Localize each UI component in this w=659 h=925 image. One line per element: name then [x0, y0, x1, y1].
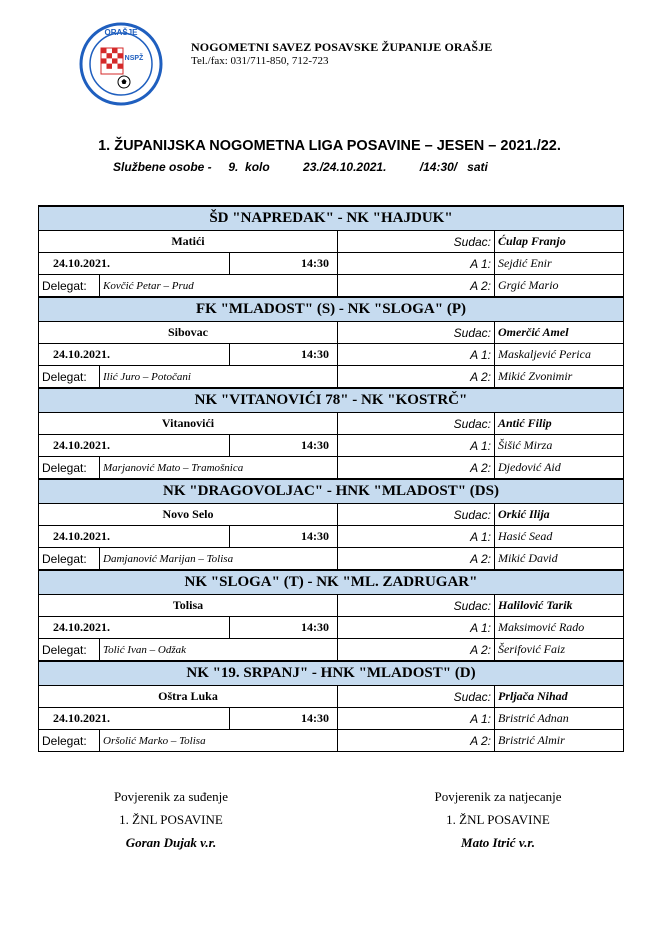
match-teams: NK "19. SRPANJ" - HNK "MLADOST" (D)	[39, 661, 624, 686]
assistant2-label: A 2:	[338, 366, 495, 389]
assistant2-name: Djedović Aid	[495, 457, 624, 480]
assistant1-label: A 1:	[338, 435, 495, 457]
venue-row	[39, 504, 624, 526]
match-date: 24.10.2021.	[39, 708, 230, 730]
contact-info: Tel./fax: 031/711-850, 712-723	[191, 55, 329, 67]
referee-name: Halilović Tarik	[495, 595, 624, 617]
match-date: 24.10.2021.	[39, 344, 230, 366]
match-venue: Sibovac	[39, 322, 338, 344]
match-date: 24.10.2021.	[39, 526, 230, 548]
association-logo	[79, 22, 163, 106]
match-time: 14:30	[230, 253, 338, 275]
delegate-name: Ilić Juro – Potočani	[100, 366, 338, 389]
match-time: 14:30	[230, 435, 338, 457]
assistant2-label: A 2:	[338, 275, 495, 298]
signature-right-name: Mato Itrić v.r.	[461, 835, 535, 850]
match-header-row	[39, 570, 624, 595]
signature-left	[51, 785, 291, 854]
match-time: 14:30	[230, 617, 338, 639]
venue-row	[39, 413, 624, 435]
date-row	[39, 617, 624, 639]
match-teams: NK "DRAGOVOLJAC" - HNK "MLADOST" (DS)	[39, 479, 624, 504]
delegate-row	[39, 548, 624, 571]
signature-left-body: 1. ŽNL POSAVINE	[119, 812, 223, 827]
assistant1-name: Bristrić Adnan	[495, 708, 624, 730]
referee-label: Sudac:	[338, 504, 495, 526]
assistant2-name: Bristrić Almir	[495, 730, 624, 752]
date-row	[39, 435, 624, 457]
match-date: 24.10.2021.	[39, 617, 230, 639]
logo-letters: NSPŽ	[124, 55, 144, 62]
signature-right	[378, 785, 618, 854]
assistant1-label: A 1:	[338, 526, 495, 548]
officials-schedule-table	[38, 205, 624, 752]
assistant1-label: A 1:	[338, 617, 495, 639]
match-time: 14:30	[230, 526, 338, 548]
delegate-label: Delegat:	[39, 457, 100, 480]
assistant2-name: Mikić David	[495, 548, 624, 571]
signature-right-body: 1. ŽNL POSAVINE	[446, 812, 550, 827]
round-subtitle: Službene osobe - 9. kolo 23./24.10.2021. /14:30/ sati	[113, 160, 488, 174]
delegate-row	[39, 366, 624, 389]
assistant1-name: Hasić Sead	[495, 526, 624, 548]
date-row	[39, 708, 624, 730]
referee-name: Prljača Nihad	[495, 686, 624, 708]
assistant1-label: A 1:	[338, 344, 495, 366]
date-row	[39, 253, 624, 275]
referee-name: Antić Filip	[495, 413, 624, 435]
referee-name: Ćulap Franjo	[495, 231, 624, 253]
checkerboard-shield-icon	[101, 48, 123, 74]
signature-right-role: Povjerenik za natjecanje	[434, 789, 562, 804]
venue-row	[39, 322, 624, 344]
match-venue: Tolisa	[39, 595, 338, 617]
match-venue: Vitanovići	[39, 413, 338, 435]
match-time: 14:30	[230, 344, 338, 366]
venue-row	[39, 595, 624, 617]
date-row	[39, 526, 624, 548]
match-venue: Novo Selo	[39, 504, 338, 526]
referee-label: Sudac:	[338, 413, 495, 435]
assistant1-name: Šišić Mirza	[495, 435, 624, 457]
match-date: 24.10.2021.	[39, 435, 230, 457]
delegate-row	[39, 730, 624, 752]
assistant2-label: A 2:	[338, 730, 495, 752]
match-header-row	[39, 206, 624, 231]
delegate-name: Kovčić Petar – Prud	[100, 275, 338, 298]
signature-left-role: Povjerenik za suđenje	[113, 789, 229, 804]
venue-row	[39, 231, 624, 253]
logo-city-text: ORAŠJE	[104, 28, 138, 37]
assistant2-label: A 2:	[338, 457, 495, 480]
delegate-name: Damjanović Marijan – Tolisa	[100, 548, 338, 571]
referee-name: Omerčić Amel	[495, 322, 624, 344]
match-teams: ŠD "NAPREDAK" - NK "HAJDUK"	[39, 206, 624, 231]
league-title: 1. ŽUPANIJSKA NOGOMETNA LIGA POSAVINE – JESEN – 2021./22.	[98, 138, 561, 154]
referee-name: Orkić Ilija	[495, 504, 624, 526]
delegate-name: Oršolić Marko – Tolisa	[100, 730, 338, 752]
delegate-label: Delegat:	[39, 275, 100, 298]
referee-label: Sudac:	[338, 231, 495, 253]
assistant2-name: Mikić Zvonimir	[495, 366, 624, 389]
assistant2-label: A 2:	[338, 639, 495, 662]
match-time: 14:30	[230, 708, 338, 730]
match-teams: NK "SLOGA" (T) - NK "ML. ZADRUGAR"	[39, 570, 624, 595]
delegate-label: Delegat:	[39, 639, 100, 662]
match-date: 24.10.2021.	[39, 253, 230, 275]
referee-label: Sudac:	[338, 686, 495, 708]
organization-name: NOGOMETNI SAVEZ POSAVSKE ŽUPANIJE ORAŠJE	[191, 40, 493, 54]
assistant2-name: Šerifović Faiz	[495, 639, 624, 662]
assistant1-name: Maskaljević Perica	[495, 344, 624, 366]
assistant1-name: Sejdić Enir	[495, 253, 624, 275]
date-row	[39, 344, 624, 366]
assistant1-label: A 1:	[338, 253, 495, 275]
match-teams: NK "VITANOVIĆI 78" - NK "KOSTRČ"	[39, 388, 624, 413]
match-header-row	[39, 388, 624, 413]
match-header-row	[39, 661, 624, 686]
assistant1-label: A 1:	[338, 708, 495, 730]
referee-label: Sudac:	[338, 595, 495, 617]
match-venue: Oštra Luka	[39, 686, 338, 708]
match-header-row	[39, 297, 624, 322]
assistant2-name: Grgić Mario	[495, 275, 624, 298]
delegate-row	[39, 275, 624, 298]
match-venue: Matići	[39, 231, 338, 253]
match-header-row	[39, 479, 624, 504]
delegate-name: Marjanović Mato – Tramošnica	[100, 457, 338, 480]
venue-row	[39, 686, 624, 708]
delegate-label: Delegat:	[39, 366, 100, 389]
signature-left-name: Goran Dujak v.r.	[125, 835, 217, 850]
delegate-name: Tolić Ivan – Odžak	[100, 639, 338, 662]
delegate-label: Delegat:	[39, 730, 100, 752]
assistant1-name: Maksimović Rado	[495, 617, 624, 639]
delegate-row	[39, 639, 624, 662]
match-teams: FK "MLADOST" (S) - NK "SLOGA" (P)	[39, 297, 624, 322]
referee-label: Sudac:	[338, 322, 495, 344]
delegate-label: Delegat:	[39, 548, 100, 571]
assistant2-label: A 2:	[338, 548, 495, 571]
delegate-row	[39, 457, 624, 480]
